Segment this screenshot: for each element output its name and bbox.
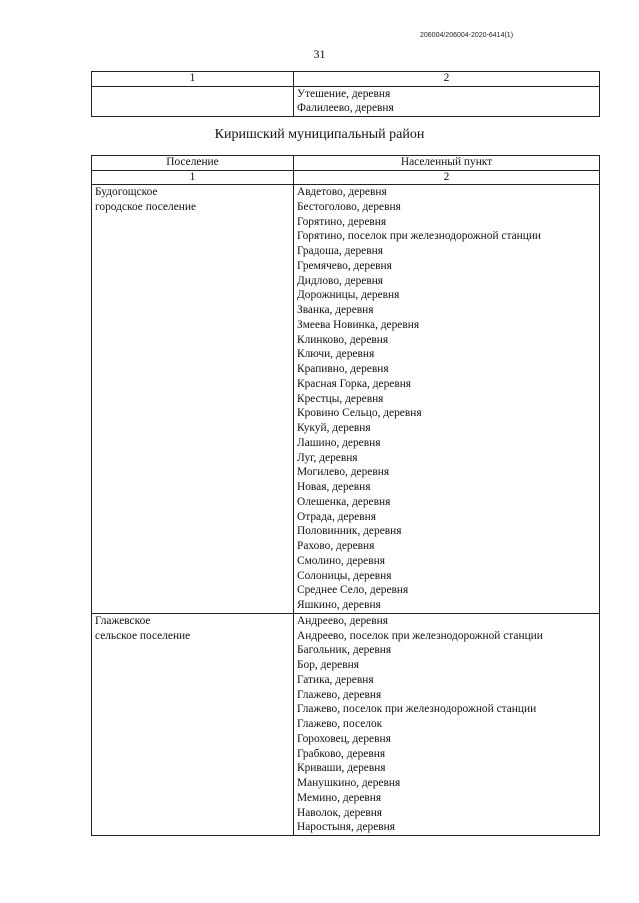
locality-item: Градоша, деревня xyxy=(297,245,383,257)
locality-item: Новая, деревня xyxy=(297,481,371,493)
district-title: Киришский муниципальный район xyxy=(214,127,425,142)
document-reference: 206004/206004-2020-6414(1) xyxy=(420,32,514,39)
locality-item: Криваши, деревня xyxy=(297,762,386,775)
header-locality: Населенный пункт xyxy=(294,156,600,171)
locality-item: Кукуй, деревня xyxy=(297,422,371,434)
header-settlement: Поселение xyxy=(92,156,294,171)
locality-item: Дорожницы, деревня xyxy=(297,289,400,302)
localities-cell xyxy=(294,185,600,614)
locality-item: Наростыня, деревня xyxy=(297,821,395,834)
locality-item: Гороховец, деревня xyxy=(297,732,391,745)
column-number-2: 2 xyxy=(294,72,600,87)
locality-item: Крапивно, деревня xyxy=(297,363,389,375)
locality-item: Андреево, поселок при железнодорожной станции xyxy=(297,629,543,642)
locality-item: Глажево, деревня xyxy=(297,688,382,701)
localities-cell xyxy=(294,86,600,117)
locality-item: Ключи, деревня xyxy=(297,348,375,361)
locality-item: Манушкино, деревня xyxy=(297,777,401,789)
settlement-cell xyxy=(92,613,294,835)
settlements-table xyxy=(91,155,600,836)
locality-item: Яшкино, деревня xyxy=(297,599,381,611)
locality-item: Фалилеево, деревня xyxy=(297,102,394,115)
locality-item: Утешение, деревня xyxy=(297,87,391,100)
locality-item: Бор, деревня xyxy=(297,659,359,671)
locality-item: Олешенка, деревня xyxy=(297,495,391,508)
locality-item: Крестцы, деревня xyxy=(297,392,384,405)
table-header-row xyxy=(92,156,600,171)
table-row xyxy=(92,613,600,835)
column-number-1: 1 xyxy=(92,72,294,87)
locality-item: Среднее Село, деревня xyxy=(297,584,409,597)
locality-item: Отрада, деревня xyxy=(297,510,376,523)
settlement-type: городское поселение xyxy=(95,200,197,213)
locality-item: Наволок, деревня xyxy=(297,806,383,819)
locality-item: Солоницы, деревня xyxy=(297,569,392,582)
locality-item: Глажево, поселок xyxy=(297,718,383,730)
locality-item: Луг, деревня xyxy=(297,451,358,464)
locality-item: Красная Горка, деревня xyxy=(297,377,412,390)
locality-item: Могилево, деревня xyxy=(297,466,390,479)
locality-item: Званка, деревня xyxy=(297,304,374,316)
page-number: 31 xyxy=(313,47,326,61)
locality-item: Горятино, деревня xyxy=(297,215,387,228)
column-number-row xyxy=(92,170,600,185)
continuation-table xyxy=(91,71,600,117)
locality-item: Горятино, поселок при железнодорожной станции xyxy=(297,230,542,243)
column-number-row xyxy=(92,72,600,87)
locality-item: Андреево, деревня xyxy=(297,614,388,627)
locality-item: Кровино Сельцо, деревня xyxy=(297,407,422,420)
settlement-cell xyxy=(92,86,294,117)
table-row xyxy=(92,86,600,117)
table-row xyxy=(92,185,600,614)
locality-item: Мемино, деревня xyxy=(297,791,382,804)
settlement-cell xyxy=(92,185,294,614)
locality-item: Глажево, поселок при железнодорожной станции xyxy=(297,703,537,716)
settlement-name: Будогощское xyxy=(95,186,158,198)
localities-cell xyxy=(294,613,600,835)
locality-item: Дидлово, деревня xyxy=(297,274,384,287)
locality-item: Бестоголово, деревня xyxy=(297,200,401,213)
locality-item: Лашино, деревня xyxy=(297,436,381,449)
locality-item: Клинково, деревня xyxy=(297,333,389,346)
locality-item: Авдетово, деревня xyxy=(297,186,387,198)
locality-item: Багольник, деревня xyxy=(297,644,392,657)
column-number-2: 2 xyxy=(294,170,600,185)
settlement-type: сельское поселение xyxy=(95,629,191,642)
locality-item: Половинник, деревня xyxy=(297,525,402,538)
locality-item: Змеева Новинка, деревня xyxy=(297,318,420,331)
locality-item: Гатика, деревня xyxy=(297,673,374,686)
locality-item: Смолино, деревня xyxy=(297,554,385,567)
column-number-1: 1 xyxy=(92,170,294,185)
settlement-name: Глажевское xyxy=(95,614,151,627)
locality-item: Рахово, деревня xyxy=(297,540,375,552)
locality-item: Грабково, деревня xyxy=(297,747,386,760)
locality-item: Гремячево, деревня xyxy=(297,259,392,272)
